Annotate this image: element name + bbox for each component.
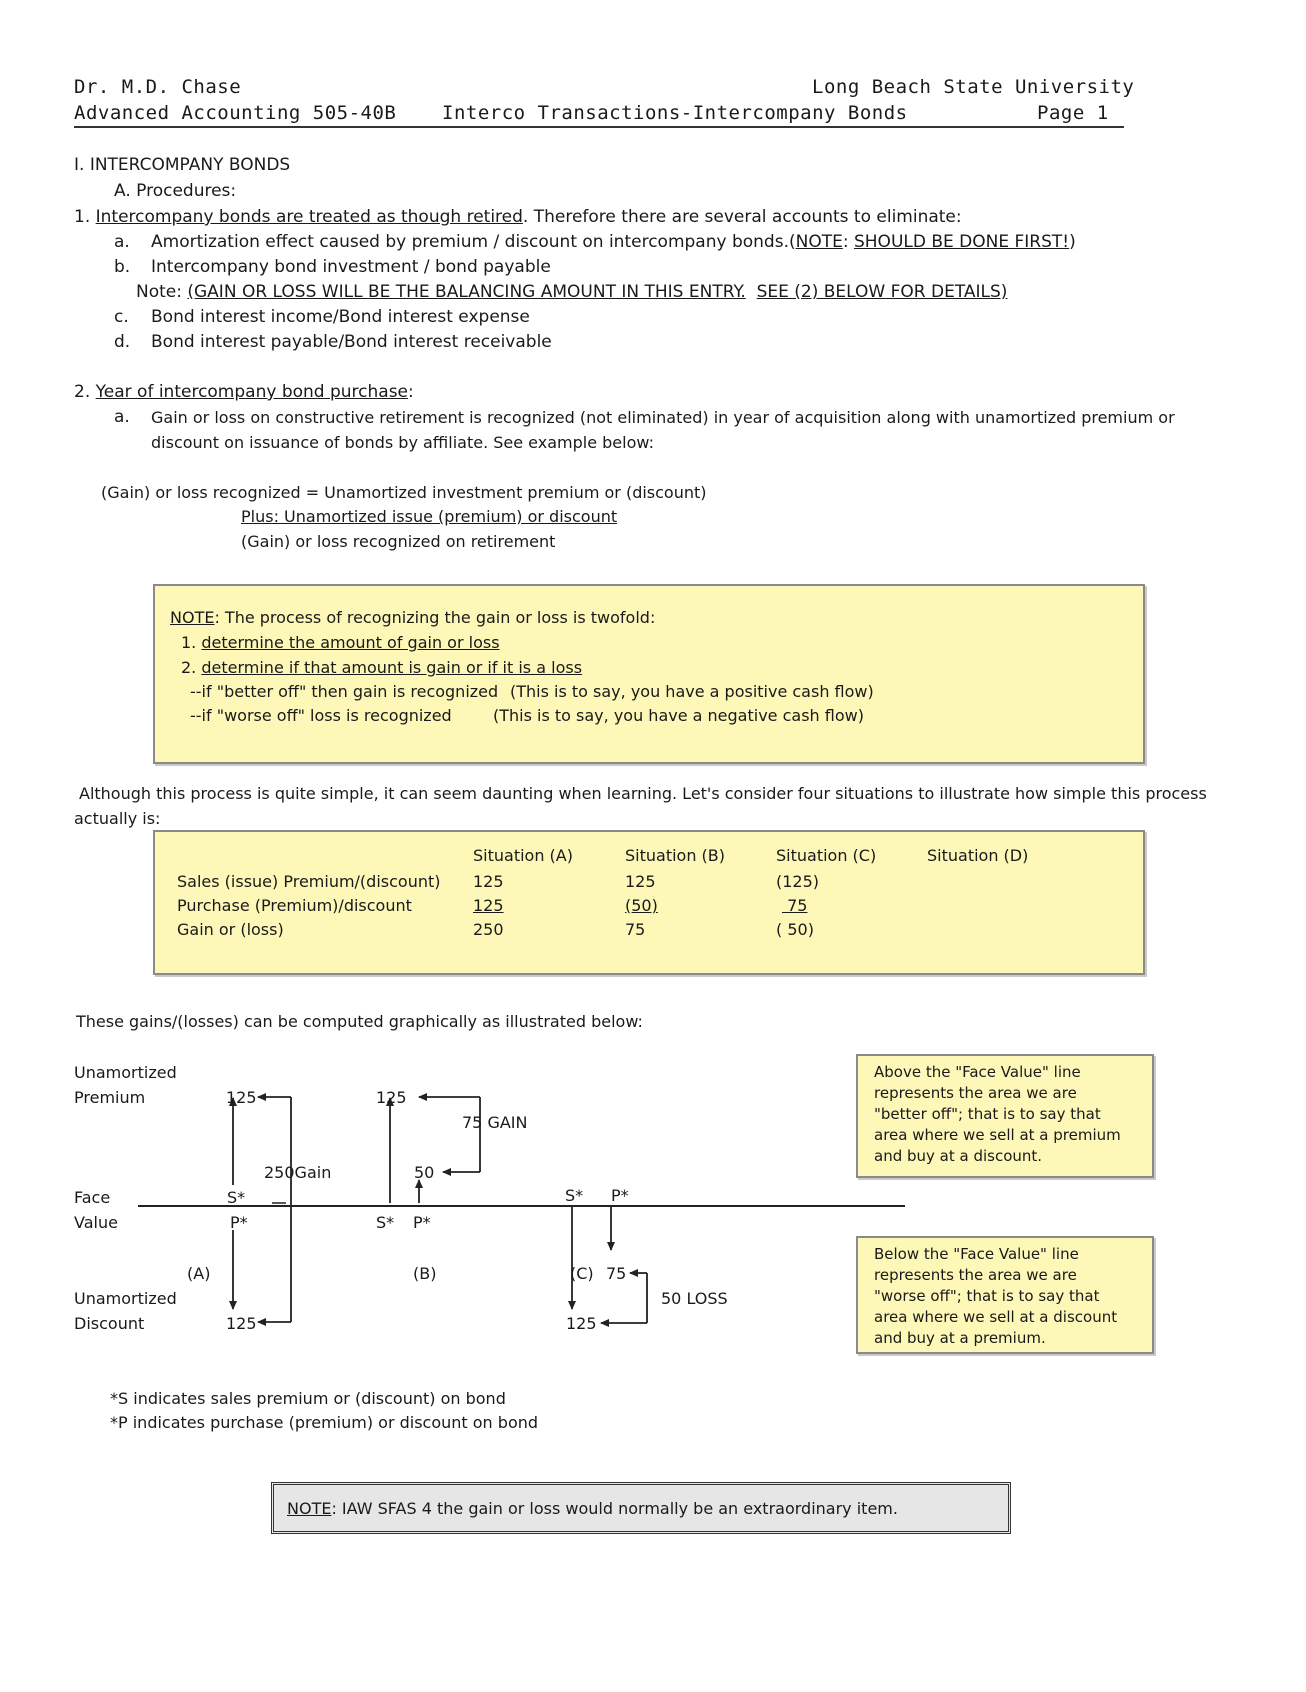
header-situation-b: Situation (B) — [625, 846, 726, 865]
b-mid: 50 — [414, 1163, 435, 1182]
item2: 2. Year of intercompany bond purchase: — [74, 382, 414, 402]
header-topic: Interco Transactions-Intercompany Bonds — [442, 102, 908, 124]
row-purchase-c: 75 — [782, 896, 808, 915]
c-p: P* — [611, 1186, 629, 1205]
header-page: Page 1 — [1037, 102, 1109, 124]
section-title: I. INTERCOMPANY BONDS — [74, 155, 291, 175]
item1-lead: Intercompany bonds are treated as though retired — [95, 207, 523, 227]
a-gain: 250Gain — [264, 1163, 332, 1182]
bottom-note-label: NOTE — [287, 1499, 332, 1518]
item1-a-letter: a. — [114, 232, 130, 252]
label-unam-discount-1: Unamortized — [74, 1289, 177, 1308]
header-situation-d: Situation (D) — [927, 846, 1029, 865]
b-s: S* — [376, 1213, 395, 1232]
c-mid: 75 — [606, 1264, 627, 1283]
below-face-box: Below the "Face Value" line represents the area we are "worse off"; that is to say that area where we sell at a discount and buy at a premium. — [856, 1236, 1154, 1354]
label-face-1: Face — [74, 1188, 111, 1207]
item1-c-letter: c. — [114, 307, 129, 327]
graph-intro: These gains/(losses) can be computed graphically as illustrated below: — [76, 1012, 643, 1031]
bottom-note-text: : IAW SFAS 4 the gain or loss would normally be an extraordinary item. — [331, 1499, 898, 1518]
b-label: (B) — [413, 1264, 437, 1283]
item1-d: Bond interest payable/Bond interest receivable — [151, 332, 552, 352]
row-purchase-b: (50) — [625, 896, 658, 915]
row-gain-b: 75 — [625, 920, 646, 939]
note-better-a: --if "better off" then gain is recognized — [190, 682, 499, 701]
footnote-p: *P indicates purchase (premium) or discount on bond — [110, 1413, 539, 1432]
note-better-b: (This is to say, you have a positive cash flow) — [510, 682, 874, 701]
row-purchase-label: Purchase (Premium)/discount — [177, 896, 412, 915]
row-sales-b: 125 — [625, 872, 656, 891]
item1-num: 1. — [74, 207, 91, 227]
row-gain-a: 250 — [473, 920, 504, 939]
item1-a: Amortization effect caused by premium / discount on intercompany bonds.(NOTE: SHOULD BE DONE FIRST!) — [151, 232, 1076, 252]
a-s: S* — [227, 1188, 246, 1207]
item1-rest: . Therefore there are several accounts to eliminate: — [522, 207, 962, 227]
label-unam-discount-2: Discount — [74, 1314, 145, 1333]
formula-line2: Plus: Unamortized issue (premium) or discount — [241, 507, 618, 526]
b-gain: 75 GAIN — [462, 1113, 528, 1132]
formula-line1: (Gain) or loss recognized = Unamortized investment premium or (discount) — [101, 483, 707, 502]
a-p: P* — [230, 1213, 248, 1232]
note-box-label: NOTE — [170, 608, 215, 627]
should-be-done-first: SHOULD BE DONE FIRST! — [853, 232, 1070, 252]
item1-b: Intercompany bond investment / bond payable — [151, 257, 551, 277]
label-unam-premium-1: Unamortized — [74, 1063, 177, 1082]
a-bottom: 125 — [226, 1314, 257, 1333]
bottom-note-box — [271, 1482, 1011, 1534]
label-face-2: Value — [74, 1213, 118, 1232]
section-subtitle: A. Procedures: — [114, 181, 237, 201]
header-author: Dr. M.D. Chase — [74, 76, 242, 98]
item2-a-line2: discount on issuance of bonds by affiliate. See example below: — [151, 433, 654, 452]
item1-d-letter: d. — [114, 332, 131, 352]
footnote-s: *S indicates sales premium or (discount) on bond — [110, 1389, 506, 1408]
row-gain-label: Gain or (loss) — [177, 920, 284, 939]
note-box: NOTE: The process of recognizing the gain or loss is twofold: 1. determine the amount of gain or loss 2. determine if that amount is gain or if it is a loss --if "better off" then gain is recognized (This is to say, you have a positive cash flow) --if "worse off" loss is recognized (This is to say, you have a negative cash flow) — [153, 584, 1145, 764]
a-label: (A) — [187, 1264, 211, 1283]
c-bottom: 125 — [566, 1314, 597, 1333]
c-s: S* — [565, 1186, 584, 1205]
c-label: (C) — [570, 1264, 594, 1283]
intro-line1: Although this process is quite simple, it can seem daunting when learning. Let's consider four situations to illustrate how simple this process — [79, 784, 1207, 803]
item2-a-line1: Gain or loss on constructive retirement is recognized (not eliminated) in year of acquisition along with unamortized premium or — [151, 408, 1175, 427]
row-sales-label: Sales (issue) Premium/(discount) — [177, 872, 441, 891]
note-worse-a: --if "worse off" loss is recognized — [190, 706, 452, 725]
note-label: NOTE — [795, 232, 843, 252]
item1-b-letter: b. — [114, 257, 131, 277]
c-loss: 50 LOSS — [661, 1289, 728, 1308]
b-p: P* — [413, 1213, 431, 1232]
a-top: 125 — [226, 1088, 257, 1107]
header-situation-a: Situation (A) — [473, 846, 573, 865]
label-unam-premium-2: Premium — [74, 1088, 146, 1107]
note-step2: 2. determine if that amount is gain or if it is a loss — [181, 658, 583, 677]
item1-note: Note: (GAIN OR LOSS WILL BE THE BALANCING AMOUNT IN THIS ENTRY. SEE (2) BELOW FOR DETAILS) — [136, 282, 1008, 302]
header-situation-c: Situation (C) — [776, 846, 877, 865]
intro-line2: actually is: — [74, 809, 161, 828]
item1-c: Bond interest income/Bond interest expense — [151, 307, 530, 327]
row-sales-a: 125 — [473, 872, 504, 891]
item2-a-letter: a. — [114, 407, 130, 427]
note-worse-b: (This is to say, you have a negative cash flow) — [493, 706, 864, 725]
header-university: Long Beach State University — [812, 76, 1135, 98]
formula-line3: (Gain) or loss recognized on retirement — [241, 532, 556, 551]
row-purchase-a: 125 — [473, 896, 504, 915]
note-step1: 1. determine the amount of gain or loss — [181, 633, 500, 652]
row-gain-c: ( 50) — [776, 920, 814, 939]
row-sales-c: (125) — [776, 872, 820, 891]
b-top: 125 — [376, 1088, 407, 1107]
above-face-box: Above the "Face Value" line represents the area we are "better off"; that is to say that area where we sell at a premium and buy at a discount. — [856, 1054, 1154, 1178]
header-course: Advanced Accounting 505-40B — [74, 102, 397, 124]
